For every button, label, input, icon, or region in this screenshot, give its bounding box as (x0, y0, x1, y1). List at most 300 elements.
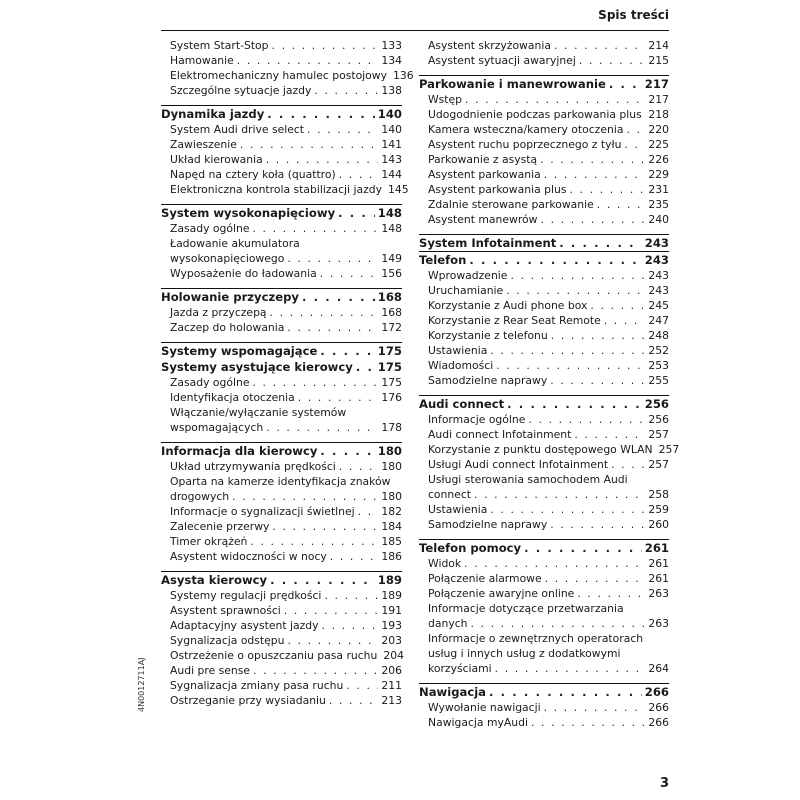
toc-leader-dots (524, 541, 642, 556)
toc-section-entry[interactable] (161, 105, 402, 122)
toc-entry-title: Informacje ogólne (428, 413, 526, 426)
toc-leader-dots (604, 313, 646, 328)
toc-section-entry[interactable] (161, 442, 402, 459)
toc-entry-page: 231 (648, 183, 669, 196)
toc-leader-dots (496, 358, 645, 373)
toc-group (161, 571, 402, 708)
toc-entry[interactable] (161, 266, 402, 281)
toc-leader-dots (320, 444, 374, 459)
toc-entry-title: Udogodnienie podczas parkowania plus (428, 108, 642, 121)
toc-leader-dots (469, 253, 641, 268)
toc-leader-dots (320, 344, 374, 359)
toc-entry-title: System Audi drive select (170, 123, 305, 136)
toc-entry-title: Informacje o zewnętrznych operatorach (428, 632, 644, 645)
toc-group (419, 38, 669, 68)
toc-leader-dots (531, 715, 645, 730)
toc-entry-title: Asysta kierowcy (161, 573, 268, 587)
toc-entry-title: Układ kierowania (170, 153, 263, 166)
toc-entry-title: Asystent parkowania (428, 168, 541, 181)
toc-entry-title: Holowanie przyczepy (161, 290, 299, 304)
toc-leader-dots (287, 320, 378, 335)
toc-entry[interactable] (419, 358, 669, 373)
toc-leader-dots (252, 221, 378, 236)
toc-entry[interactable] (419, 427, 669, 442)
toc-group (161, 442, 402, 564)
toc-entry-page: 218 (648, 108, 669, 121)
toc-entry[interactable] (419, 715, 669, 730)
toc-entry-page: 261 (644, 541, 669, 555)
toc-entry-page: 133 (381, 39, 402, 52)
toc-leader-dots (272, 519, 378, 534)
toc-entry-title: Asystent widoczności w nocy (170, 550, 327, 563)
toc-leader-dots (550, 517, 645, 532)
toc-leader-dots (240, 137, 378, 152)
toc-leader-dots (544, 167, 646, 182)
toc-entry-page: 149 (381, 252, 402, 265)
toc-entry[interactable] (161, 83, 402, 98)
toc-right-column (419, 38, 680, 737)
toc-leader-dots (346, 678, 378, 693)
toc-entry-title: Wstęp (428, 93, 463, 106)
toc-entry[interactable] (161, 633, 402, 648)
toc-entry[interactable] (161, 420, 402, 435)
toc-entry-title: Wywołanie nawigacji (428, 701, 541, 714)
toc-leader-dots (609, 77, 642, 92)
toc-entry-title: Ustawienia (428, 344, 488, 357)
toc-entry-page: 257 (648, 458, 669, 471)
toc-entry-title: Szczególne sytuacje jazdy (170, 84, 312, 97)
toc-leader-dots (287, 251, 378, 266)
toc-entry-title: wspomagających (170, 421, 264, 434)
toc-entry-title: Systemy regulacji prędkości (170, 589, 322, 602)
toc-entry[interactable] (161, 663, 402, 678)
toc-entry-page: 140 (377, 107, 402, 121)
toc-entry[interactable] (419, 122, 669, 137)
toc-entry[interactable] (419, 283, 669, 298)
toc-entry-page: 176 (381, 391, 402, 404)
toc-entry-page: 243 (648, 269, 669, 282)
toc-entry-title: Informacja dla kierowcy (161, 444, 318, 458)
toc-entry[interactable] (419, 586, 669, 601)
toc-leader-dots (626, 122, 645, 137)
toc-entry-title: Zalecenie przerwy (170, 520, 270, 533)
toc-section-entry[interactable] (161, 359, 402, 375)
toc-leader-dots (356, 360, 375, 375)
toc-leader-dots (495, 661, 646, 676)
toc-entry-title: Oparta na kamerze identyfikacja znaków (170, 475, 391, 488)
toc-entry-page: 178 (381, 421, 402, 434)
header-rule (161, 30, 669, 31)
toc-entry[interactable] (161, 137, 402, 152)
toc-entry-title: usług i innych usług z dodatkowymi (428, 647, 621, 660)
toc-leader-dots (237, 53, 379, 68)
toc-leader-dots (339, 167, 379, 182)
toc-entry-page: 263 (648, 587, 669, 600)
toc-entry-title: System Start-Stop (170, 39, 269, 52)
toc-entry[interactable] (419, 472, 669, 487)
toc-entry[interactable] (419, 107, 669, 122)
toc-entry[interactable] (419, 457, 669, 472)
toc-leader-dots (298, 390, 379, 405)
toc-leader-dots (579, 53, 646, 68)
toc-entry[interactable] (161, 648, 402, 663)
toc-entry-title: Elektromechaniczny hamulec postojowy (170, 69, 388, 82)
toc-entry-page: 145 (388, 183, 409, 196)
toc-leader-dots (250, 534, 378, 549)
toc-leader-dots (314, 83, 378, 98)
toc-entry[interactable] (161, 405, 402, 420)
toc-entry[interactable] (161, 375, 402, 390)
toc-leader-dots (551, 328, 646, 343)
toc-entry-page: 226 (648, 153, 669, 166)
toc-leader-dots (541, 212, 646, 227)
toc-entry-title: Asystent skrzyżowania (428, 39, 551, 52)
toc-leader-dots (645, 107, 646, 122)
toc-section-entry[interactable] (419, 234, 669, 251)
toc-entry-page: 225 (648, 138, 669, 151)
toc-entry-title: Widok (428, 557, 462, 570)
toc-entry[interactable] (419, 298, 669, 313)
toc-entry-title: Kamera wsteczna/kamery otoczenia (428, 123, 624, 136)
toc-entry-page: 134 (381, 54, 402, 67)
toc-entry[interactable] (161, 182, 409, 197)
toc-entry-page: 141 (381, 138, 402, 151)
toc-entry-title: Wprowadzenie (428, 269, 508, 282)
toc-entry-title: Informacje o sygnalizacji świetlnej (170, 505, 355, 518)
toc-entry-page: 257 (648, 428, 669, 441)
toc-group (419, 234, 669, 388)
toc-leader-dots (339, 459, 379, 474)
toc-entry-title: Sygnalizacja zmiany pasa ruchu (170, 679, 344, 692)
toc-entry-title: Korzystanie z punktu dostępowego WLAN (428, 443, 653, 456)
toc-entry-title: Asystent sprawności (170, 604, 281, 617)
toc-leader-dots (597, 197, 646, 212)
toc-entry[interactable] (161, 618, 402, 633)
toc-entry-page: 217 (648, 93, 669, 106)
toc-entry[interactable] (419, 502, 669, 517)
toc-entry-title: Nawigacja (419, 685, 487, 699)
toc-entry-title: Zawieszenie (170, 138, 237, 151)
toc-group (161, 288, 402, 335)
toc-entry-page: 175 (381, 376, 402, 389)
toc-entry-title: Usługi sterowania samochodem Audi (428, 473, 628, 486)
document-code: 4N0012711AJ (137, 657, 146, 712)
toc-group (419, 75, 669, 227)
toc-entry-title: Ładowanie akumulatora (170, 237, 300, 250)
toc-leader-dots (474, 487, 645, 502)
toc-group (161, 342, 402, 435)
toc-entry-title: Systemy wspomagające (161, 344, 318, 358)
toc-entry-page: 259 (648, 503, 669, 516)
toc-entry[interactable] (161, 236, 402, 251)
toc-leader-dots (252, 375, 378, 390)
toc-entry[interactable] (161, 305, 402, 320)
toc-entry-page: 266 (648, 716, 669, 729)
toc-entry[interactable] (419, 517, 669, 532)
toc-leader-dots (320, 266, 379, 281)
toc-entry-page: 148 (377, 206, 402, 220)
toc-entry-title: Audi connect (419, 397, 505, 411)
toc-leader-dots (307, 122, 378, 137)
toc-entry[interactable] (419, 212, 669, 227)
toc-entry[interactable] (161, 603, 402, 618)
toc-entry[interactable] (161, 390, 402, 405)
toc-leader-dots (232, 489, 378, 504)
toc-entry-page: 263 (648, 617, 669, 630)
toc-left-column (161, 38, 414, 715)
toc-entry[interactable] (161, 38, 402, 53)
toc-entry[interactable] (419, 646, 669, 661)
toc-leader-dots (338, 206, 375, 221)
toc-entry[interactable] (419, 661, 669, 676)
toc-leader-dots (528, 412, 645, 427)
toc-leader-dots (544, 700, 646, 715)
page-header-title: Spis treści (598, 8, 669, 22)
toc-entry-page: 266 (644, 685, 669, 699)
toc-entry-page: 189 (377, 573, 402, 587)
toc-entry-title: Napęd na cztery koła (quattro) (170, 168, 336, 181)
toc-entry-page: 255 (648, 374, 669, 387)
toc-entry-title: Audi connect Infotainment (428, 428, 572, 441)
toc-entry[interactable] (161, 122, 402, 137)
toc-entry-page: 214 (648, 39, 669, 52)
toc-entry[interactable] (419, 92, 669, 107)
toc-leader-dots (287, 633, 378, 648)
toc-entry-page: 215 (648, 54, 669, 67)
toc-entry-title: connect (428, 488, 472, 501)
toc-entry[interactable] (161, 53, 402, 68)
toc-entry[interactable] (419, 373, 669, 388)
toc-entry-page: 213 (381, 694, 402, 707)
toc-entry[interactable] (419, 556, 669, 571)
toc-leader-dots (324, 588, 378, 603)
toc-entry-title: System Infotainment (419, 236, 557, 250)
toc-entry-title: danych (428, 617, 468, 630)
toc-entry-title: Samodzielne naprawy (428, 518, 548, 531)
toc-entry-title: Asystent ruchu poprzecznego z tyłu (428, 138, 622, 151)
toc-entry-page: 229 (648, 168, 669, 181)
toc-leader-dots (272, 38, 379, 53)
toc-entry[interactable] (419, 53, 669, 68)
toc-entry[interactable] (419, 313, 669, 328)
toc-entry[interactable] (161, 152, 402, 167)
toc-section-entry[interactable] (419, 539, 669, 556)
toc-leader-dots (284, 603, 379, 618)
toc-entry-title: Układ utrzymywania prędkości (170, 460, 336, 473)
toc-entry[interactable] (419, 268, 669, 283)
toc-entry[interactable] (419, 571, 669, 586)
toc-section-entry[interactable] (419, 251, 669, 268)
toc-leader-dots (554, 38, 645, 53)
toc-entry-title: Asystent manewrów (428, 213, 538, 226)
toc-entry[interactable] (161, 534, 402, 549)
toc-entry[interactable] (161, 474, 402, 489)
toc-entry[interactable] (419, 167, 669, 182)
toc-entry[interactable] (161, 519, 402, 534)
toc-entry[interactable] (161, 504, 402, 519)
toc-entry-page: 143 (381, 153, 402, 166)
toc-entry-page: 193 (381, 619, 402, 632)
toc-leader-dots (253, 663, 378, 678)
toc-entry[interactable] (161, 167, 402, 182)
toc-entry-title: Wyposażenie do ładowania (170, 267, 317, 280)
toc-entry[interactable] (419, 197, 669, 212)
toc-entry[interactable] (161, 251, 402, 266)
toc-leader-dots (559, 236, 642, 251)
toc-entry-page: 204 (383, 649, 404, 662)
toc-entry-page: 180 (381, 490, 402, 503)
toc-entry[interactable] (161, 693, 402, 708)
toc-entry[interactable] (419, 616, 669, 631)
toc-entry[interactable] (161, 320, 402, 335)
toc-entry-title: Połączenie alarmowe (428, 572, 542, 585)
toc-entry-page: 266 (648, 701, 669, 714)
toc-entry-title: Telefon pomocy (419, 541, 522, 555)
toc-leader-dots (329, 693, 379, 708)
toc-entry[interactable] (419, 700, 669, 715)
toc-entry-title: Informacje dotyczące przetwarzania (428, 602, 624, 615)
toc-entry-title: korzyściami (428, 662, 492, 675)
toc-entry-title: Audi pre sense (170, 664, 251, 677)
toc-entry-title: Samodzielne naprawy (428, 374, 548, 387)
toc-leader-dots (358, 504, 379, 519)
toc-entry-title: Dynamika jazdy (161, 107, 265, 121)
toc-entry-page: 261 (648, 557, 669, 570)
toc-group (161, 204, 402, 281)
toc-entry-page: 140 (381, 123, 402, 136)
toc-entry-title: Korzystanie z Audi phone box (428, 299, 588, 312)
toc-entry[interactable] (161, 68, 414, 83)
toc-entry[interactable] (161, 489, 402, 504)
toc-leader-dots (490, 343, 645, 358)
toc-entry-page: 243 (644, 253, 669, 267)
toc-entry[interactable] (419, 487, 669, 502)
toc-leader-dots (267, 107, 375, 122)
toc-entry-title: wysokonapięciowego (170, 252, 285, 265)
toc-entry[interactable] (419, 412, 669, 427)
toc-entry-page: 240 (648, 213, 669, 226)
toc-leader-dots (545, 571, 646, 586)
toc-leader-dots (490, 502, 645, 517)
toc-entry-title: Korzystanie z Rear Seat Remote (428, 314, 601, 327)
toc-entry-title: Sygnalizacja odstępu (170, 634, 285, 647)
toc-section-entry[interactable] (161, 288, 402, 305)
toc-leader-dots (266, 420, 378, 435)
toc-entry-page: 217 (644, 77, 669, 91)
toc-entry-page: 211 (381, 679, 402, 692)
toc-entry-page: 243 (648, 284, 669, 297)
toc-entry-page: 172 (381, 321, 402, 334)
toc-entry-page: 191 (381, 604, 402, 617)
toc-entry[interactable] (419, 152, 669, 167)
toc-entry-page: 148 (381, 222, 402, 235)
toc-entry-page: 175 (377, 360, 402, 374)
toc-section-entry[interactable] (419, 75, 669, 92)
toc-entry[interactable] (161, 221, 402, 236)
toc-entry-page: 189 (381, 589, 402, 602)
toc-entry[interactable] (161, 549, 402, 564)
toc-group (161, 38, 414, 98)
toc-entry-page: 185 (381, 535, 402, 548)
toc-entry-page: 243 (644, 236, 669, 250)
toc-section-entry[interactable] (419, 395, 669, 412)
toc-entry-title: Timer okrążeń (170, 535, 248, 548)
toc-entry-page: 203 (381, 634, 402, 647)
toc-entry-title: Włączanie/wyłączanie systemów (170, 406, 347, 419)
toc-entry-title: Ostrzeżenie o opuszczaniu pasa ruchu (170, 649, 378, 662)
toc-entry-page: 144 (381, 168, 402, 181)
toc-leader-dots (510, 268, 645, 283)
toc-entry[interactable] (161, 588, 402, 603)
toc-entry-page: 260 (648, 518, 669, 531)
toc-entry-page: 257 (658, 443, 680, 456)
toc-entry-page: 184 (381, 520, 402, 533)
toc-entry-title: Zaczep do holowania (170, 321, 285, 334)
toc-entry-page: 264 (648, 662, 669, 675)
toc-entry[interactable] (161, 678, 402, 693)
toc-leader-dots (507, 397, 642, 412)
toc-section-entry[interactable] (161, 204, 402, 221)
toc-entry[interactable] (419, 601, 669, 616)
toc-entry-page: 258 (648, 488, 669, 501)
toc-entry[interactable] (161, 459, 402, 474)
toc-entry[interactable] (419, 631, 669, 646)
toc-entry-title: Jazda z przyczepą (170, 306, 267, 319)
toc-entry-page: 247 (648, 314, 669, 327)
toc-entry[interactable] (419, 38, 669, 53)
toc-leader-dots (590, 298, 645, 313)
toc-entry-title: Asystent parkowania plus (428, 183, 567, 196)
toc-entry-page: 136 (393, 69, 414, 82)
toc-entry[interactable] (419, 328, 669, 343)
toc-entry-title: Ostrzeganie przy wysiadaniu (170, 694, 326, 707)
toc-leader-dots (574, 427, 645, 442)
toc-entry-page: 220 (648, 123, 669, 136)
toc-entry[interactable] (419, 343, 669, 358)
toc-leader-dots (266, 152, 379, 167)
toc-entry-title: Połączenie awaryjne online (428, 587, 575, 600)
toc-entry-title: Telefon (419, 253, 467, 267)
toc-entry[interactable] (419, 442, 680, 457)
toc-section-entry[interactable] (161, 571, 402, 588)
toc-section-entry[interactable] (419, 683, 669, 700)
toc-entry-title: Zdalnie sterowane parkowanie (428, 198, 594, 211)
toc-leader-dots (465, 92, 645, 107)
toc-leader-dots (550, 373, 645, 388)
toc-entry-page: 256 (648, 413, 669, 426)
toc-leader-dots (464, 556, 645, 571)
toc-leader-dots (489, 685, 642, 700)
toc-entry[interactable] (419, 182, 669, 197)
toc-entry-title: Asystent sytuacji awaryjnej (428, 54, 576, 67)
toc-entry[interactable] (419, 137, 669, 152)
toc-leader-dots (470, 616, 645, 631)
toc-entry-page: 180 (381, 460, 402, 473)
toc-entry-page: 156 (381, 267, 402, 280)
toc-entry-page: 206 (381, 664, 402, 677)
toc-entry-title: Parkowanie i manewrowanie (419, 77, 606, 91)
toc-group (419, 395, 680, 532)
toc-entry-page: 186 (381, 550, 402, 563)
toc-section-entry[interactable] (161, 342, 402, 359)
toc-entry-page: 245 (648, 299, 669, 312)
toc-entry-title: Uruchamianie (428, 284, 504, 297)
toc-leader-dots (270, 305, 379, 320)
toc-entry-page: 235 (648, 198, 669, 211)
toc-entry-title: System wysokonapięciowy (161, 206, 336, 220)
toc-entry-page: 256 (644, 397, 669, 411)
toc-leader-dots (611, 457, 645, 472)
